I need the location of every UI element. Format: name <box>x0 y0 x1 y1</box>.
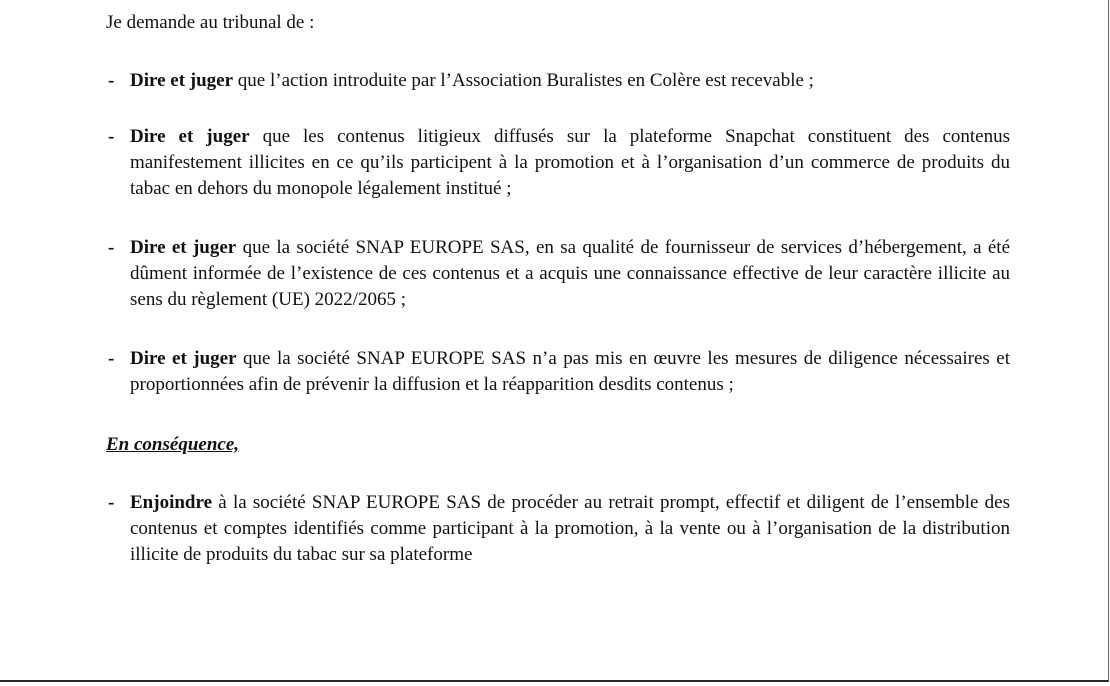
bullet-dash: - <box>108 126 115 147</box>
bullet-dash: - <box>108 492 115 513</box>
bullet-dash: - <box>108 70 115 91</box>
intro-text: Je demande au tribunal de : <box>106 12 315 33</box>
item-text: que la société SNAP EUROPE SAS n’a pas mis en œuvre les mesures de diligence nécessaires et proportionnées afin de prévenir la diffusion et la réapparition desdits contenus ; <box>130 348 1010 395</box>
item-lead: Dire et juger <box>130 237 237 258</box>
item-lead: Enjoindre <box>130 492 213 513</box>
bullet-dash: - <box>108 237 115 258</box>
item-lead: Dire et juger <box>130 348 237 369</box>
item-lead: Dire et juger <box>130 126 250 147</box>
list-item-final <box>106 490 1010 568</box>
consequence-heading: En conséquence, <box>106 434 239 455</box>
item-lead: Dire et juger <box>130 70 234 91</box>
list-item <box>106 235 1010 313</box>
list-item <box>106 346 1010 398</box>
item-text: que l’action introduite par l’Association Buralistes en Colère est recevable ; <box>233 70 814 91</box>
list-item <box>106 124 1010 202</box>
item-text: à la société SNAP EUROPE SAS de procéder au retrait prompt, effectif et diligent de l’ensemble des contenus et comptes identifiés comme participant à la promotion, à la vente ou à l’organisation de la distribution illicite de produits du tabac sur sa plateforme <box>130 492 1010 565</box>
list-item <box>106 68 1010 94</box>
item-text: que la société SNAP EUROPE SAS, en sa qualité de fournisseur de services d’hébergement, a été dûment informée de l’existence de ces contenus et a acquis une connaissance effective de leur caractère illicite au sens du règlement (UE) 2022/2065 ; <box>130 237 1011 310</box>
bullet-dash: - <box>108 348 115 369</box>
item-text: que les contenus litigieux diffusés sur la plateforme Snapchat constituent des contenus manifestement illicites en ce qu’ils participent à la promotion et à l’organisation d’un commerce de produits du tabac en dehors du monopole légalement institué ; <box>130 126 1010 199</box>
